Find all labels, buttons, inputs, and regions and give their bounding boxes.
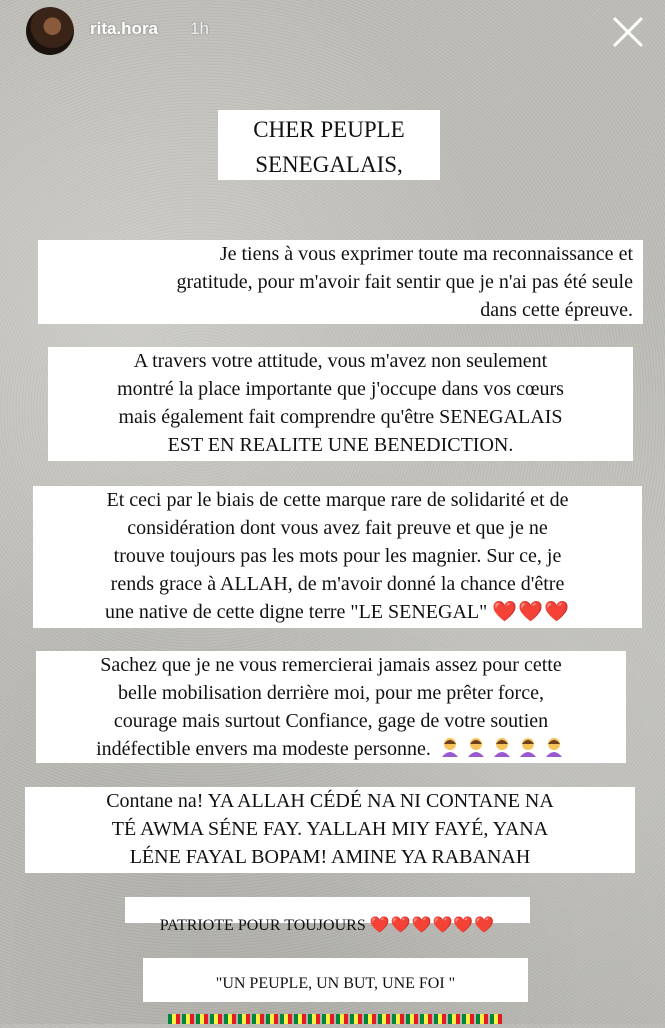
heart-icons: ❤️❤️❤️❤️❤️❤️ — [369, 917, 496, 934]
text-line: rends grace à ALLAH, de m'avoir donné la chance d'être — [110, 573, 565, 595]
paragraph-attitude — [48, 347, 633, 461]
text-line: Sachez que je ne vous remercierai jamais assez pour cette — [100, 654, 562, 676]
senegal-flag-icon — [322, 1014, 334, 1024]
close-icon[interactable] — [610, 14, 646, 50]
person-bowing-icon — [490, 735, 514, 759]
text-line: Et ceci par le biais de cette marque rare de solidarité et de — [106, 489, 569, 511]
text-line: mais également fait comprendre qu'être SENEGALAIS — [118, 406, 563, 428]
story-title-line-1: CHER PEUPLE — [253, 117, 405, 142]
paragraph-mobilisation — [36, 651, 626, 763]
text-line: belle mobilisation derrière moi, pour me prêter force, — [118, 682, 544, 704]
paragraph-solidarity — [33, 486, 642, 628]
person-bowing-icon — [542, 735, 566, 759]
person-bowing-icon — [464, 735, 488, 759]
senegal-flag-icon — [224, 1014, 236, 1024]
text-line: Je tiens à vous exprimer toute ma reconnaissance et — [219, 243, 633, 265]
text-line: Contane na! YA ALLAH CÉDÉ NA NI CONTANE NA — [106, 790, 554, 812]
person-bowing-icon — [516, 735, 540, 759]
patriote-text: PATRIOTE POUR TOUJOURS — [159, 917, 366, 934]
person-bowing-icon — [438, 735, 462, 759]
senegal-flag-icon — [476, 1014, 488, 1024]
senegal-flag-icons — [143, 1009, 528, 1028]
text-line: gratitude, pour m'avoir fait sentir que je n'ai pas été seule — [176, 271, 633, 293]
text-line — [33, 598, 642, 626]
senegal-flag-icon — [336, 1014, 348, 1024]
senegal-flag-icon — [252, 1014, 264, 1024]
story-title-box — [218, 110, 440, 180]
text-line-content: indéfectible envers ma modeste personne. — [96, 738, 431, 760]
text-line: considération dont vous avez fait preuve et que je ne — [127, 517, 548, 539]
heart-icons: ❤️❤️❤️ — [492, 601, 570, 623]
text-line — [36, 735, 626, 763]
text-line: trouve toujours pas les mots pour les magnier. Sur ce, je — [113, 545, 562, 567]
motto-text: "UN PEUPLE, UN BUT, UNE FOI " — [215, 975, 456, 992]
senegal-flag-icon — [350, 1014, 362, 1024]
senegal-flag-icon — [294, 1014, 306, 1024]
senegal-flag-icon — [490, 1014, 502, 1024]
senegal-flag-icon — [182, 1014, 194, 1024]
text-line — [125, 913, 530, 939]
senegal-flag-icon — [280, 1014, 292, 1024]
avatar[interactable] — [26, 7, 74, 55]
paragraph-wolof — [25, 787, 635, 873]
paragraph-gratitude — [38, 240, 643, 324]
senegal-flag-icon — [434, 1014, 446, 1024]
text-line: dans cette épreuve. — [480, 299, 633, 321]
text-line: A travers votre attitude, vous m'avez non seulement — [133, 350, 548, 372]
text-line: TÉ AWMA SÉNE FAY. YALLAH MIY FAYÉ, YANA — [111, 818, 549, 840]
text-line: LÉNE FAYAL BOPAM! AMINE YA RABANAH — [129, 846, 531, 868]
senegal-flag-icon — [238, 1014, 250, 1024]
text-line: EST EN REALITE UNE BENEDICTION. — [167, 434, 514, 456]
senegal-flag-icon — [378, 1014, 390, 1024]
senegal-flag-icon — [308, 1014, 320, 1024]
senegal-flag-icon — [392, 1014, 404, 1024]
patriote-label — [125, 897, 530, 934]
senegal-flag-icon — [266, 1014, 278, 1024]
text-line: courage mais surtout Confiance, gage de votre soutien — [113, 710, 549, 732]
username[interactable]: rita.hora — [90, 19, 159, 38]
senegal-flag-icon — [420, 1014, 432, 1024]
text-line: montré la place importante que j'occupe dans vos cœurs — [117, 378, 564, 400]
text-line-content: une native de cette digne terre "LE SENEGAL" — [104, 601, 488, 623]
senegal-flag-icon — [448, 1014, 460, 1024]
story-title-line-2: SENEGALAIS, — [255, 152, 403, 177]
senegal-flag-icon — [196, 1014, 208, 1024]
senegal-flag-icon — [406, 1014, 418, 1024]
senegal-flag-icon — [168, 1014, 180, 1024]
senegal-flag-icon — [364, 1014, 376, 1024]
story-header — [0, 0, 665, 64]
senegal-flag-icon — [210, 1014, 222, 1024]
motto-box — [143, 958, 528, 1002]
post-time: 1h — [190, 19, 209, 38]
senegal-flag-icon — [462, 1014, 474, 1024]
